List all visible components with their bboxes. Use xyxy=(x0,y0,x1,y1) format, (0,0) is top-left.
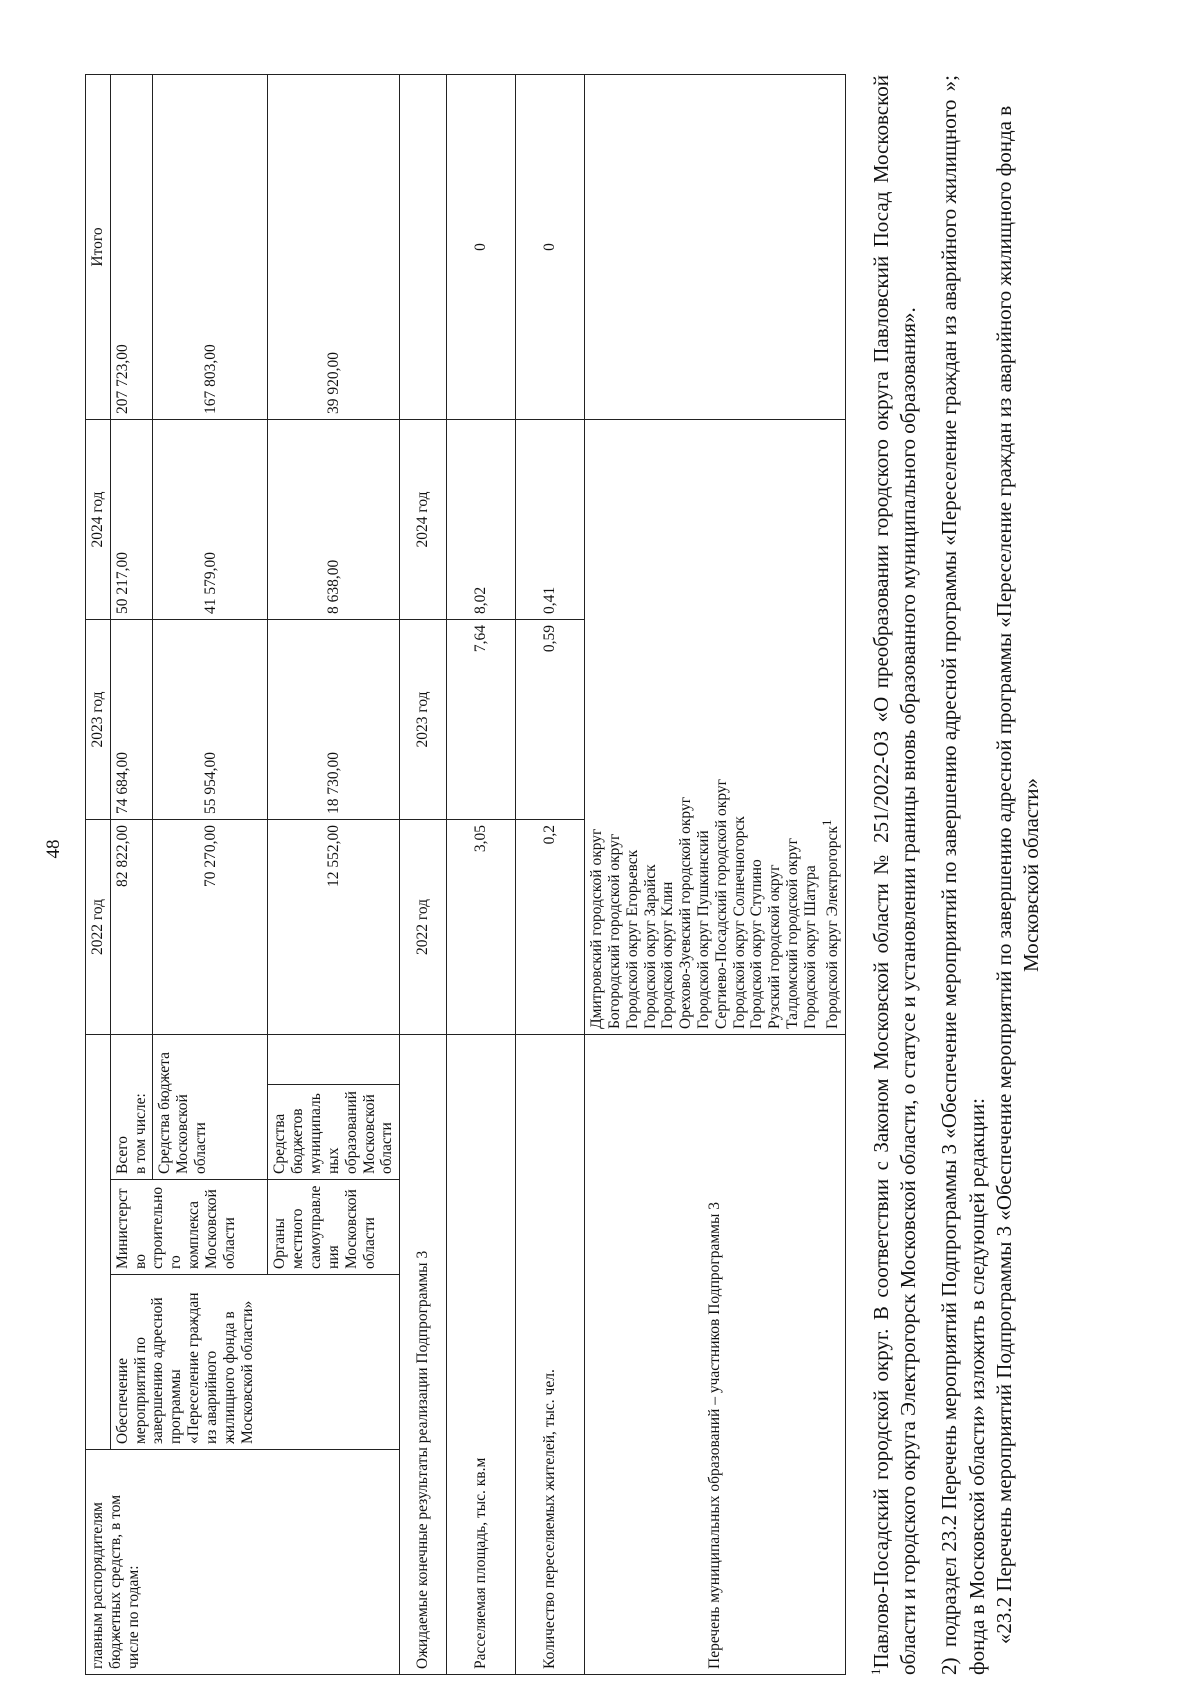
table-cell: Итого xyxy=(86,75,111,420)
table-cell: 2023 год xyxy=(86,620,111,820)
table-cell: Перечень муниципальных образований – участников Подпрограммы 3 xyxy=(585,1035,846,1675)
list-item: Городской округ Шатура xyxy=(801,865,819,1029)
list-item-text: Городской округ Электрогорск xyxy=(823,826,841,1029)
table-cell: Средства бюджетов муниципальных образований Московской области xyxy=(268,1085,400,1180)
list-item: Городской округ Клин xyxy=(659,881,677,1029)
page-number: 48 xyxy=(43,839,64,859)
table-cell: 12 552,00 xyxy=(268,820,400,1035)
list-item: Городской округ Зарайск xyxy=(641,864,659,1029)
cell-line: в том числе: xyxy=(131,1093,149,1174)
table-cell: Министерство строительного комплекса Московской области xyxy=(110,1180,268,1275)
table-cell: 0,2 xyxy=(516,820,585,1035)
table-cell: 167 803,00 xyxy=(153,75,268,420)
table-cell xyxy=(110,1035,153,1180)
table-cell: 50 217,00 xyxy=(110,420,153,620)
table-cell: 2024 год xyxy=(86,420,111,620)
subprogram-table xyxy=(85,74,846,1675)
table-cell: главным распорядителям бюджетных средств, в том числе по годам: xyxy=(86,1450,400,1675)
table-cell: 0 xyxy=(447,75,516,420)
table-row xyxy=(110,75,153,1675)
table-cell: 3,05 xyxy=(447,820,516,1035)
table-cell: 7,64 xyxy=(447,620,516,820)
list-item: Сергиево-Посадский городской округ xyxy=(712,779,730,1029)
table-row xyxy=(447,75,516,1675)
footnote-marker: 1 xyxy=(867,1668,883,1675)
table-cell xyxy=(268,1035,400,1085)
footnote xyxy=(868,75,923,1675)
table-cell: 8 638,00 xyxy=(268,420,400,620)
table-cell: 0 xyxy=(516,75,585,420)
table-cell: 70 270,00 xyxy=(153,820,268,1035)
table-cell: 82 822,00 xyxy=(110,820,153,1035)
list-item: Орехово-Зуевский городской округ xyxy=(677,796,695,1029)
item-number: 2) xyxy=(937,1657,962,1675)
rotated-page-content xyxy=(85,35,1185,1675)
table-cell xyxy=(400,75,447,420)
table-cell: Органы местного самоуправления Московской области xyxy=(268,1180,400,1275)
list-item: Рузский городской округ xyxy=(766,864,784,1029)
table-cell: Обеспечение мероприятий по завершению адресной программы «Переселение граждан из аварийного жилищного фонда в Московской области» xyxy=(110,1275,399,1450)
list-item: Богородский городской округ xyxy=(605,833,623,1029)
table-cell: 207 723,00 xyxy=(110,75,153,420)
table-cell: 55 954,00 xyxy=(153,620,268,820)
section-heading: «23.2 Перечень мероприятий Подпрограммы 3 «Обеспечение мероприятий по завершению адресной программы «Переселение граждан из аварийного жилищного фонда в Московской области» xyxy=(991,105,1044,1645)
table-cell xyxy=(585,75,846,420)
table-row xyxy=(86,75,111,1675)
table-cell: 2022 год xyxy=(86,820,111,1035)
table-cell: 0,41 xyxy=(516,420,585,620)
table-cell: 18 730,00 xyxy=(268,620,400,820)
table-row xyxy=(516,75,585,1675)
amendment-item xyxy=(936,75,991,1675)
list-item xyxy=(820,425,842,1029)
table-cell: 39 920,00 xyxy=(268,75,400,420)
item-text: подраздел 23.2 Перечень мероприятий Подпрограммы 3 «Обеспечение мероприятий по завершению адресной программы «Переселение граждан из аварийного жилищного фонда в Московской области» изложить в следующей редакции: xyxy=(937,99,989,1675)
footnote-text: Павлово-Посадский городской округ. В соответствии с Законом Московской области № 251/2022-ОЗ «О преобразовании городского округа Павловский Посад Московской области и городского округа Электрогорск Московской области, о статусе и установлении границы вновь образованного муниципального образования». xyxy=(868,75,920,1675)
municipality-list xyxy=(585,420,846,1035)
table-cell: Ожидаемые конечные результаты реализации Подпрограммы 3 xyxy=(400,1035,447,1675)
list-item: Дмитровский городской округ xyxy=(588,828,606,1029)
list-item: Городской округ Солнечногорск xyxy=(730,816,748,1029)
footnote-marker: 1 xyxy=(818,819,834,827)
table-row xyxy=(585,75,846,1675)
table-cell: Количество переселяемых жителей, тыс. чел. xyxy=(516,1035,585,1675)
list-item: Городской округ Егорьевск xyxy=(623,849,641,1029)
table-cell: 8,02 xyxy=(447,420,516,620)
item-tail: »; xyxy=(937,75,962,92)
cell-line: Всего xyxy=(113,1135,131,1174)
table-cell: 2024 год xyxy=(400,420,447,620)
table-cell: 74 684,00 xyxy=(110,620,153,820)
list-item: Талдомский городской округ xyxy=(784,838,802,1029)
table-cell: 2022 год xyxy=(400,820,447,1035)
table-cell: 0,59 xyxy=(516,620,585,820)
table-cell: Средства бюджета Московской области xyxy=(153,1035,268,1180)
table-cell: 41 579,00 xyxy=(153,420,268,620)
list-item: Городской округ Пушкинский xyxy=(695,830,712,1029)
table-cell: Расселяемая площадь, тыс. кв.м xyxy=(447,1035,516,1675)
table-cell: 2023 год xyxy=(400,620,447,820)
table-row xyxy=(400,75,447,1675)
list-item: Городской округ Ступино xyxy=(748,859,766,1029)
table-cell xyxy=(86,1035,111,1450)
